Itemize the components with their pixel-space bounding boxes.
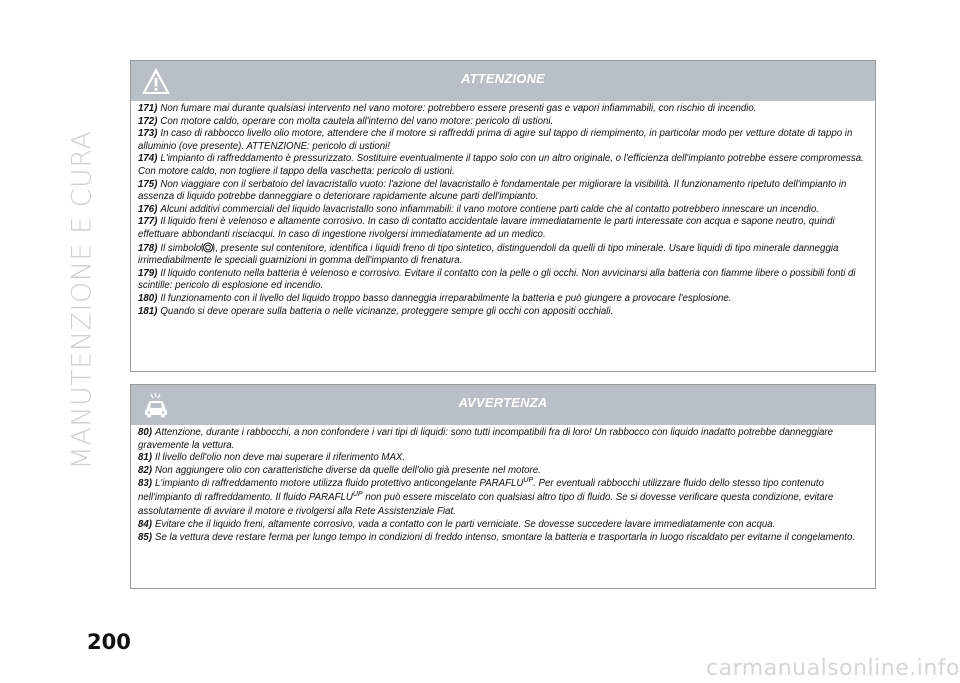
warning-header <box>131 385 875 425</box>
warning-entry: 85) Se la vettura deve restare ferma per lungo tempo in condizioni di freddo intenso, smontare la batteria e trasportarla in luogo riscaldato per evitarne il congelamento. <box>138 531 856 543</box>
warning-entry: 84) Evitare che il liquido freni, altamente corrosivo, vada a contatto con le parti verniciate. Se dovesse succedere lavare immediatamente con acqua. <box>138 519 776 531</box>
attention-entry: 179) Il liquido contenuto nella batteria è velenoso e corrosivo. Evitare il contatto con la pelle o gli occhi. Non avvicinarsi alla batteria con fiamme libere o possibili fonti di scintille: pericolo di esplosione ed incendio. <box>138 267 856 292</box>
attention-entry: 178) Il simbolo , presente sul contenitore, identifica i liquidi freno di tipo sintetico, distinguendoli da quelli di tipo minerale. Usare liquidi di tipo minerale danneggia irrimediabilmente le speciali guarnizioni in gomma dell'impianto di frenatura. <box>138 242 839 267</box>
attention-body <box>131 101 875 321</box>
attention-header <box>131 61 875 101</box>
attention-entry: 175) Non viaggiare con il serbatoio del lavacristallo vuoto: l'azione del lavacristallo è fondamentale per migliorare la visibilità. Il funzionamento ripetuto dell'impianto in assenza di liquido potrebbe danneggiare o deteriorare rapidamente alcune parti dell'impianto. <box>138 178 847 203</box>
section-side-title: MANUTENZIONE E CURA <box>66 130 98 470</box>
attention-entry: 171) Non fumare mai durante qualsiasi intervento nel vano motore: potrebbero essere presenti gas e vapori infiammabili, con rischio di incendio. <box>138 103 757 114</box>
attention-entry: 172) Con motore caldo, operare con molta cautela all'interno del vano motore: pericolo di ustioni. <box>138 115 554 127</box>
attention-entry: 180) Il funzionamento con il livello del liquido troppo basso danneggia irreparabilmente la batteria e può giungere a provocare l'esplosione. <box>138 292 732 304</box>
attention-entry: 177) Il liquido freni è velenoso e altamente corrosivo. In caso di contatto accidentale lavare immediatamente le parti interessate con acqua e sapone neutro, quindi effettuare abbondanti risciacqui. In caso di ingestione rivolgersi immediatamente ad un medico. <box>138 216 835 240</box>
warning-entry: 80) Attenzione, durante i rabbocchi, a non confondere i vari tipi di liquidi: sono tutti incompatibili fra di loro! Un rabbocco con liquido inadatto potrebbe danneggiare gravemente la vettura. <box>138 427 834 451</box>
watermark: carmanualsonline.info <box>706 656 960 681</box>
warning-entry: 82) Non aggiungere olio con caratteristiche diverse da quelle dell'olio già presente nel motore. <box>138 464 541 476</box>
warning-title: AVVERTENZA <box>458 395 548 410</box>
attention-entry: 176) Alcuni additivi commerciali del liquido lavacristallo sono infiammabili: il vano motore contiene parti calde che al contatto potrebbero innescare un incendio. <box>138 203 819 215</box>
warning-body <box>131 425 875 548</box>
page-number: 200 <box>87 630 131 654</box>
attention-title: ATTENZIONE <box>460 71 546 86</box>
warning-entry: 81) Il livello dell'olio non deve mai superare il riferimento MAX. <box>138 452 406 464</box>
attention-box <box>130 60 876 372</box>
warning-box <box>130 384 876 589</box>
brake-fluid-symbol-icon <box>201 242 215 253</box>
attention-entry: 174) L'impianto di raffreddamento è pressurizzato. Sostituire eventualmente il tappo solo con un altro originale, o l'efficienza dell'impianto potrebbe essere compromessa. Con motore caldo, non togliere il tappo della vaschetta: pericolo di ustioni. <box>138 153 864 177</box>
attention-entry: 181) Quando si deve operare sulla batteria o nelle vicinanze, proteggere sempre gli occhi con appositi occhiali. <box>138 305 614 317</box>
warning-entry: 83) L'impianto di raffreddamento motore utilizza fluido protettivo anticongelante $PARAFLU^{UP}$. Per eventuali rabbocchi utilizzare fluido dello stesso tipo contenuto nell'impianto di raffreddamento. Il fluido $PARAFLU^{UP}$ non può essere miscelato con qualsiasi altro tipo di fluido. Se si dovesse verificare questa condizione, evitare assolutamente di avviare il motore e rivolgersi alla Rete Assistenziale Fiat. <box>138 477 834 518</box>
attention-entry: 173) In caso di rabbocco livello olio motore, attendere che il motore si raffreddi prima di agire sul tappo di riempimento, in particolar modo per vetture dotate di tappo in alluminio (ove presente). ATTENZIONE: pericolo di ustioni! <box>138 128 853 152</box>
